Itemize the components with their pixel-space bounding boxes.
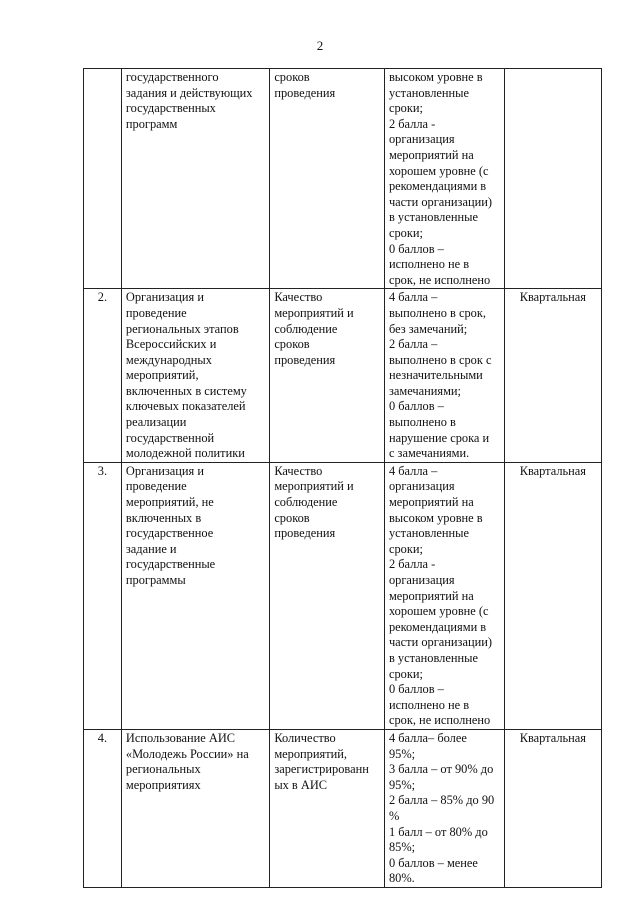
row-number-cell (84, 69, 122, 289)
cell-text-line: 3 балла – от 90% до (388, 762, 494, 777)
cell-text-line: соблюдение (274, 495, 338, 510)
activity-name-cell (121, 69, 269, 289)
cell-text-line: выполнено в срок, (388, 305, 486, 320)
cell-text-line: мероприятий на (388, 588, 474, 603)
cell-text-line: ключевых показателей (125, 399, 246, 414)
cell-text-line: включенных в систему (125, 383, 247, 398)
cell-text-line: рекомендациями в (388, 179, 487, 194)
cell-text-line: высоком уровне в (388, 510, 483, 525)
score-criteria-cell (384, 462, 504, 729)
table-row (84, 729, 602, 887)
cell-text-line: проведения (274, 526, 336, 541)
cell-text-line: высоком уровне в (388, 70, 483, 84)
cell-text-line: мероприятий, (274, 746, 347, 761)
indicator-cell (270, 289, 385, 463)
cell-text-line: 1 балл – от 80% до (388, 824, 488, 839)
reporting-period-cell (504, 69, 601, 289)
cell-text-line: 0 баллов – (388, 399, 444, 414)
cell-text-line: мероприятий, не (125, 495, 214, 510)
cell-text-line: Качество (274, 463, 323, 478)
cell-text-line: 4 балла – (388, 290, 438, 305)
cell-text-line: организация (388, 132, 455, 147)
table-row (84, 289, 602, 463)
reporting-period-cell: Квартальная (504, 289, 601, 463)
cell-text-line: Качество (274, 290, 323, 305)
cell-text-line: включенных в (125, 510, 202, 525)
cell-text-line: сроки; (388, 225, 423, 240)
cell-text-line: части организации) (388, 635, 492, 650)
cell-text-line: региональных этапов (125, 321, 239, 336)
indicator-cell (270, 462, 385, 729)
cell-text-line: сроки; (388, 101, 423, 116)
cell-text-line: международных (125, 352, 212, 367)
table-row (84, 462, 602, 729)
row-number-cell: 2. (84, 289, 122, 463)
cell-text-line: мероприятий на (388, 495, 474, 510)
cell-text-line: сроки; (388, 541, 423, 556)
cell-text-line: 2 балла – (388, 337, 438, 352)
cell-text-line: сроков (274, 337, 310, 352)
activity-name-cell (121, 729, 269, 887)
cell-text-line: 4 балла– более (388, 730, 467, 745)
cell-text-line: сроков (274, 70, 310, 84)
cell-text-line: Всероссийских и (125, 337, 217, 352)
cell-text-line: 0 баллов – (388, 241, 444, 256)
cell-text-line: организация (388, 573, 455, 587)
cell-text-line: с замечаниями. (388, 446, 470, 461)
cell-text-line: проведение (125, 479, 187, 494)
cell-text-line: сроков (274, 510, 310, 525)
cell-text-line: сроки; (388, 666, 423, 681)
reporting-period-cell: Квартальная (504, 729, 601, 887)
cell-text-line: зарегистрированн (274, 762, 369, 777)
activity-name-cell (121, 289, 269, 463)
cell-text-line: срок, не исполнено (388, 713, 491, 728)
cell-text-line: установленные (388, 85, 469, 100)
cell-text-line: 85%; (388, 840, 416, 855)
cell-text-line: мероприятиях (125, 777, 201, 792)
cell-text-line: 95%; (388, 746, 416, 761)
cell-text-line: задание и (125, 541, 177, 556)
indicator-cell (270, 729, 385, 887)
cell-text-line: реализации (125, 415, 187, 430)
cell-text-line: государственные (125, 557, 216, 572)
cell-text-line: государственного (125, 70, 219, 84)
score-criteria-cell (384, 729, 504, 887)
cell-text-line: проведения (274, 85, 336, 100)
cell-text-line: незначительными (388, 368, 483, 383)
cell-text-line: Количество (274, 730, 336, 745)
cell-text-line: организация (388, 479, 455, 494)
cell-text-line: региональных (125, 762, 201, 777)
cell-text-line: хорошем уровне (с (388, 163, 489, 178)
cell-text-line: рекомендациями в (388, 619, 487, 634)
cell-text-line: Организация и (125, 290, 204, 305)
row-number-cell: 3. (84, 462, 122, 729)
cell-text-line: 95%; (388, 777, 416, 792)
cell-text-line: программы (125, 573, 186, 587)
table-row (84, 69, 602, 289)
cell-text-line: проведение (125, 305, 187, 320)
cell-text-line: Организация и (125, 463, 204, 478)
criteria-table (83, 68, 602, 888)
cell-text-line: без замечаний; (388, 321, 468, 336)
cell-text-line: государственной (125, 430, 215, 445)
cell-text-line: части организации) (388, 194, 492, 209)
cell-text-line: хорошем уровне (с (388, 604, 489, 619)
cell-text-line: проведения (274, 352, 336, 367)
row-number-cell: 4. (84, 729, 122, 887)
cell-text-line: молодежной политики (125, 446, 245, 461)
page-number: 2 (316, 38, 324, 53)
cell-text-line: «Молодежь России» на (125, 746, 249, 761)
cell-text-line: выполнено в (388, 415, 456, 430)
activity-name-cell (121, 462, 269, 729)
indicator-cell (270, 69, 385, 289)
cell-text-line: мероприятий и (274, 305, 354, 320)
cell-text-line: установленные (388, 526, 469, 541)
cell-text-line: в установленные (388, 650, 478, 665)
score-criteria-cell (384, 289, 504, 463)
cell-text-line: государственных (125, 101, 216, 116)
cell-text-line: 0 баллов – (388, 682, 444, 697)
cell-text-line: 4 балла – (388, 463, 438, 478)
cell-text-line: программ (125, 116, 178, 131)
cell-text-line: Использование АИС (125, 730, 236, 745)
cell-text-line: в установленные (388, 210, 478, 225)
reporting-period-cell: Квартальная (504, 462, 601, 729)
cell-text-line: мероприятий на (388, 147, 474, 162)
cell-text-line: исполнено не в (388, 697, 470, 712)
cell-text-line: мероприятий, (125, 368, 199, 383)
cell-text-line: % (388, 808, 400, 823)
cell-text-line: соблюдение (274, 321, 338, 336)
cell-text-line: 80%. (388, 871, 415, 886)
cell-text-line: 2 балла - (388, 557, 436, 572)
criteria-table-body (84, 69, 602, 888)
cell-text-line: срок, не исполнено (388, 272, 491, 287)
cell-text-line: выполнено в срок с (388, 352, 492, 367)
cell-text-line: 2 балла - (388, 116, 436, 131)
cell-text-line: нарушение срока и (388, 430, 490, 445)
cell-text-line: 0 баллов – менее (388, 855, 478, 870)
cell-text-line: задания и действующих (125, 85, 253, 100)
cell-text-line: мероприятий и (274, 479, 354, 494)
cell-text-line: исполнено не в (388, 257, 470, 272)
cell-text-line: 2 балла – 85% до 90 (388, 793, 495, 808)
cell-text-line: государственное (125, 526, 214, 541)
cell-text-line: ых в АИС (274, 777, 328, 792)
cell-text-line: замечаниями; (388, 383, 461, 398)
score-criteria-cell (384, 69, 504, 289)
